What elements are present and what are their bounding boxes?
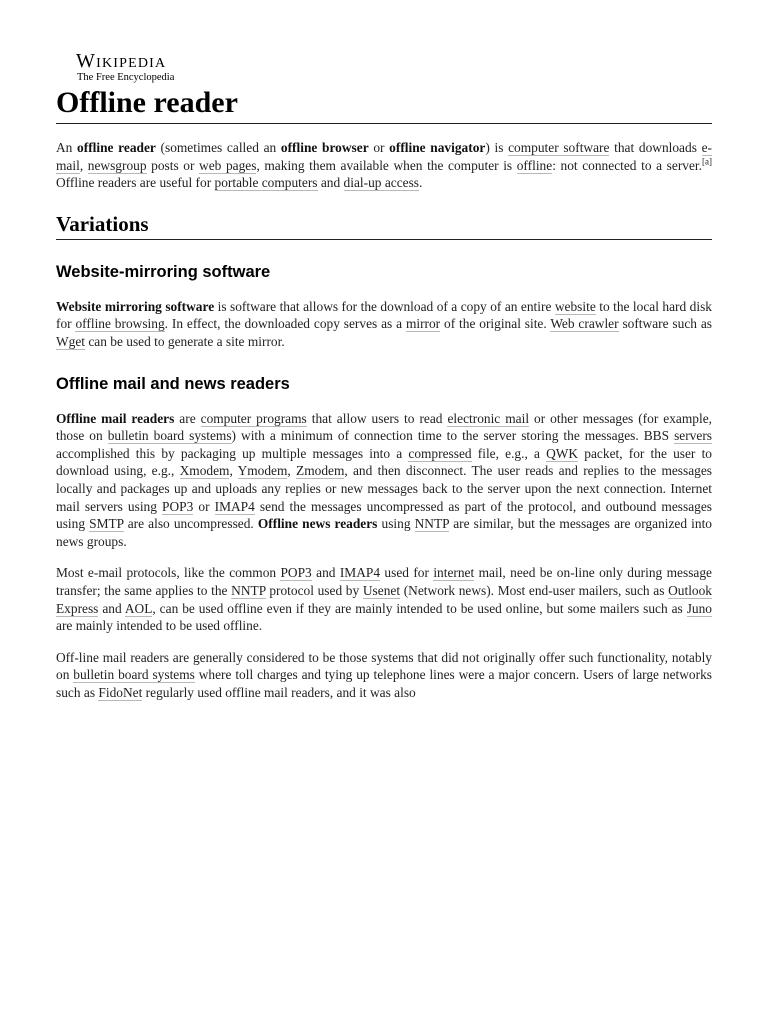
wiki-link-bulletin-board-systems[interactable]: bulletin board systems xyxy=(107,428,232,444)
wiki-link-zmodem[interactable]: Zmodem xyxy=(296,463,345,479)
article-body xyxy=(56,139,712,701)
wiki-link-imap4[interactable]: IMAP4 xyxy=(214,498,255,514)
bold-term: Offline mail readers xyxy=(56,410,175,426)
wiki-link-usenet[interactable]: Usenet xyxy=(362,582,401,598)
wikipedia-logo[interactable] xyxy=(76,50,216,84)
wiki-link-newsgroup[interactable]: newsgroup xyxy=(87,157,147,173)
wiki-link-aol[interactable]: AOL xyxy=(124,600,153,616)
wiki-link-computer-software[interactable]: computer software xyxy=(508,140,610,155)
bold-term: offline reader xyxy=(77,140,156,155)
wiki-link-imap4[interactable]: IMAP4 xyxy=(339,565,381,581)
paragraph-offline-mail-2: Most e-mail protocols, like the common POP3 and IMAP4 used for internet mail, need be on-line only during message transfer; the same applies to the NNTP protocol used by Usenet (Network news). Most end-user mailers, such as Outlook Express and AOL, can be used offline even if they are mainly intended to be used online, but some mailers such as Juno are mainly intended to be used offline. xyxy=(56,565,713,634)
wiki-link-nntp[interactable]: NNTP xyxy=(231,582,266,598)
wiki-link-nntp[interactable]: NNTP xyxy=(414,516,450,532)
wiki-link-servers[interactable]: servers xyxy=(674,428,712,444)
wiki-link-fidonet[interactable]: FidoNet xyxy=(98,684,143,700)
wiki-link-offline[interactable]: offline xyxy=(516,157,553,173)
logo-wordmark: Wikipedia xyxy=(76,50,167,72)
wiki-link-website[interactable]: website xyxy=(554,298,596,314)
wiki-link-pop3[interactable]: POP3 xyxy=(280,565,312,581)
footnote-ref-link[interactable]: [a] xyxy=(701,156,712,167)
wiki-link-computer-programs[interactable]: computer programs xyxy=(200,410,307,426)
wiki-link-xmodem[interactable]: Xmodem xyxy=(179,463,230,479)
bold-term: Website mirroring software xyxy=(56,298,215,314)
wiki-link-pop3[interactable]: POP3 xyxy=(162,498,194,514)
wiki-link-web-crawler[interactable]: Web crawler xyxy=(550,316,619,332)
wiki-link-smtp[interactable]: SMTP xyxy=(89,516,124,532)
lead-paragraph: An offline reader (sometimes called an offline browser or offline navigator) is computer software that downloads e-mail, newsgroup posts or web pages, making them available when the computer is offline: not connected to a server.[a] Offline readers are useful for portable computers and dial-up access. xyxy=(56,140,712,191)
wiki-link-bulletin-board-systems[interactable]: bulletin board systems xyxy=(73,667,195,683)
wiki-link-e-mail[interactable]: e-mail xyxy=(56,140,712,173)
paragraph-offline-mail-1: Offline mail readers are computer programs that allow users to read electronic mail or other messages (for example, those on bulletin board systems) with a minimum of connection time to the server storing the messages. BBS servers accomplished this by packaging up multiple messages into a compressed file, e.g., a QWK packet, for the user to download using, e.g., Xmodem, Ymodem, Zmodem, and then disconnect. The user reads and replies to the messages locally and packages up and uploads any replies or new messages back to the server upon the next connection. Internet mail servers using POP3 or IMAP4 send the messages uncompressed as part of the protocol, and outbound messages using SMTP are also uncompressed. Offline news readers using NNTP are similar, but the messages are organized into news groups. xyxy=(56,410,713,549)
wiki-link-electronic-mail[interactable]: electronic mail xyxy=(447,410,530,426)
bold-term: offline navigator xyxy=(389,140,486,155)
wiki-link-compressed[interactable]: compressed xyxy=(408,445,472,461)
logo-tagline: The Free Encyclopedia xyxy=(77,72,175,83)
wiki-link-offline-browsing[interactable]: offline browsing xyxy=(75,316,165,332)
wiki-link-web-pages[interactable]: web pages xyxy=(199,157,257,173)
wiki-link-ymodem[interactable]: Ymodem xyxy=(237,463,288,479)
subsection-heading-website-mirroring: Website-mirroring software xyxy=(56,262,271,281)
wiki-link-outlook-express[interactable]: Outlook Express xyxy=(56,582,713,616)
subsection-heading-offline-mail: Offline mail and news readers xyxy=(56,374,290,393)
wiki-link-dial-up-access[interactable]: dial-up access xyxy=(343,175,420,191)
wiki-link-qwk[interactable]: QWK xyxy=(546,445,579,461)
paragraph-offline-mail-3: Off-line mail readers are generally considered to be those systems that did not originally offer such functionality, notably on bulletin board systems where toll charges and tying up telephone lines were a major concern. Users of large networks such as FidoNet regularly used offline mail readers, and it was also xyxy=(56,649,712,700)
wiki-link-wget[interactable]: Wget xyxy=(56,333,85,349)
wiki-link-juno[interactable]: Juno xyxy=(686,600,712,616)
page-title: Offline reader xyxy=(56,84,712,124)
wiki-link-mirror[interactable]: mirror xyxy=(405,316,441,332)
bold-term: Offline news readers xyxy=(257,516,378,532)
wiki-link-internet[interactable]: internet xyxy=(433,565,475,581)
bold-term: offline browser xyxy=(280,140,369,155)
section-heading-variations: Variations xyxy=(56,210,712,240)
wiki-link-portable-computers[interactable]: portable computers xyxy=(214,175,318,191)
paragraph-website-mirroring: Website mirroring software is software that allows for the download of a copy of an entire website to the local hard disk for offline browsing. In effect, the downloaded copy serves as a mirror of the original site. Web crawler software such as Wget can be used to generate a site mirror. xyxy=(56,298,712,349)
